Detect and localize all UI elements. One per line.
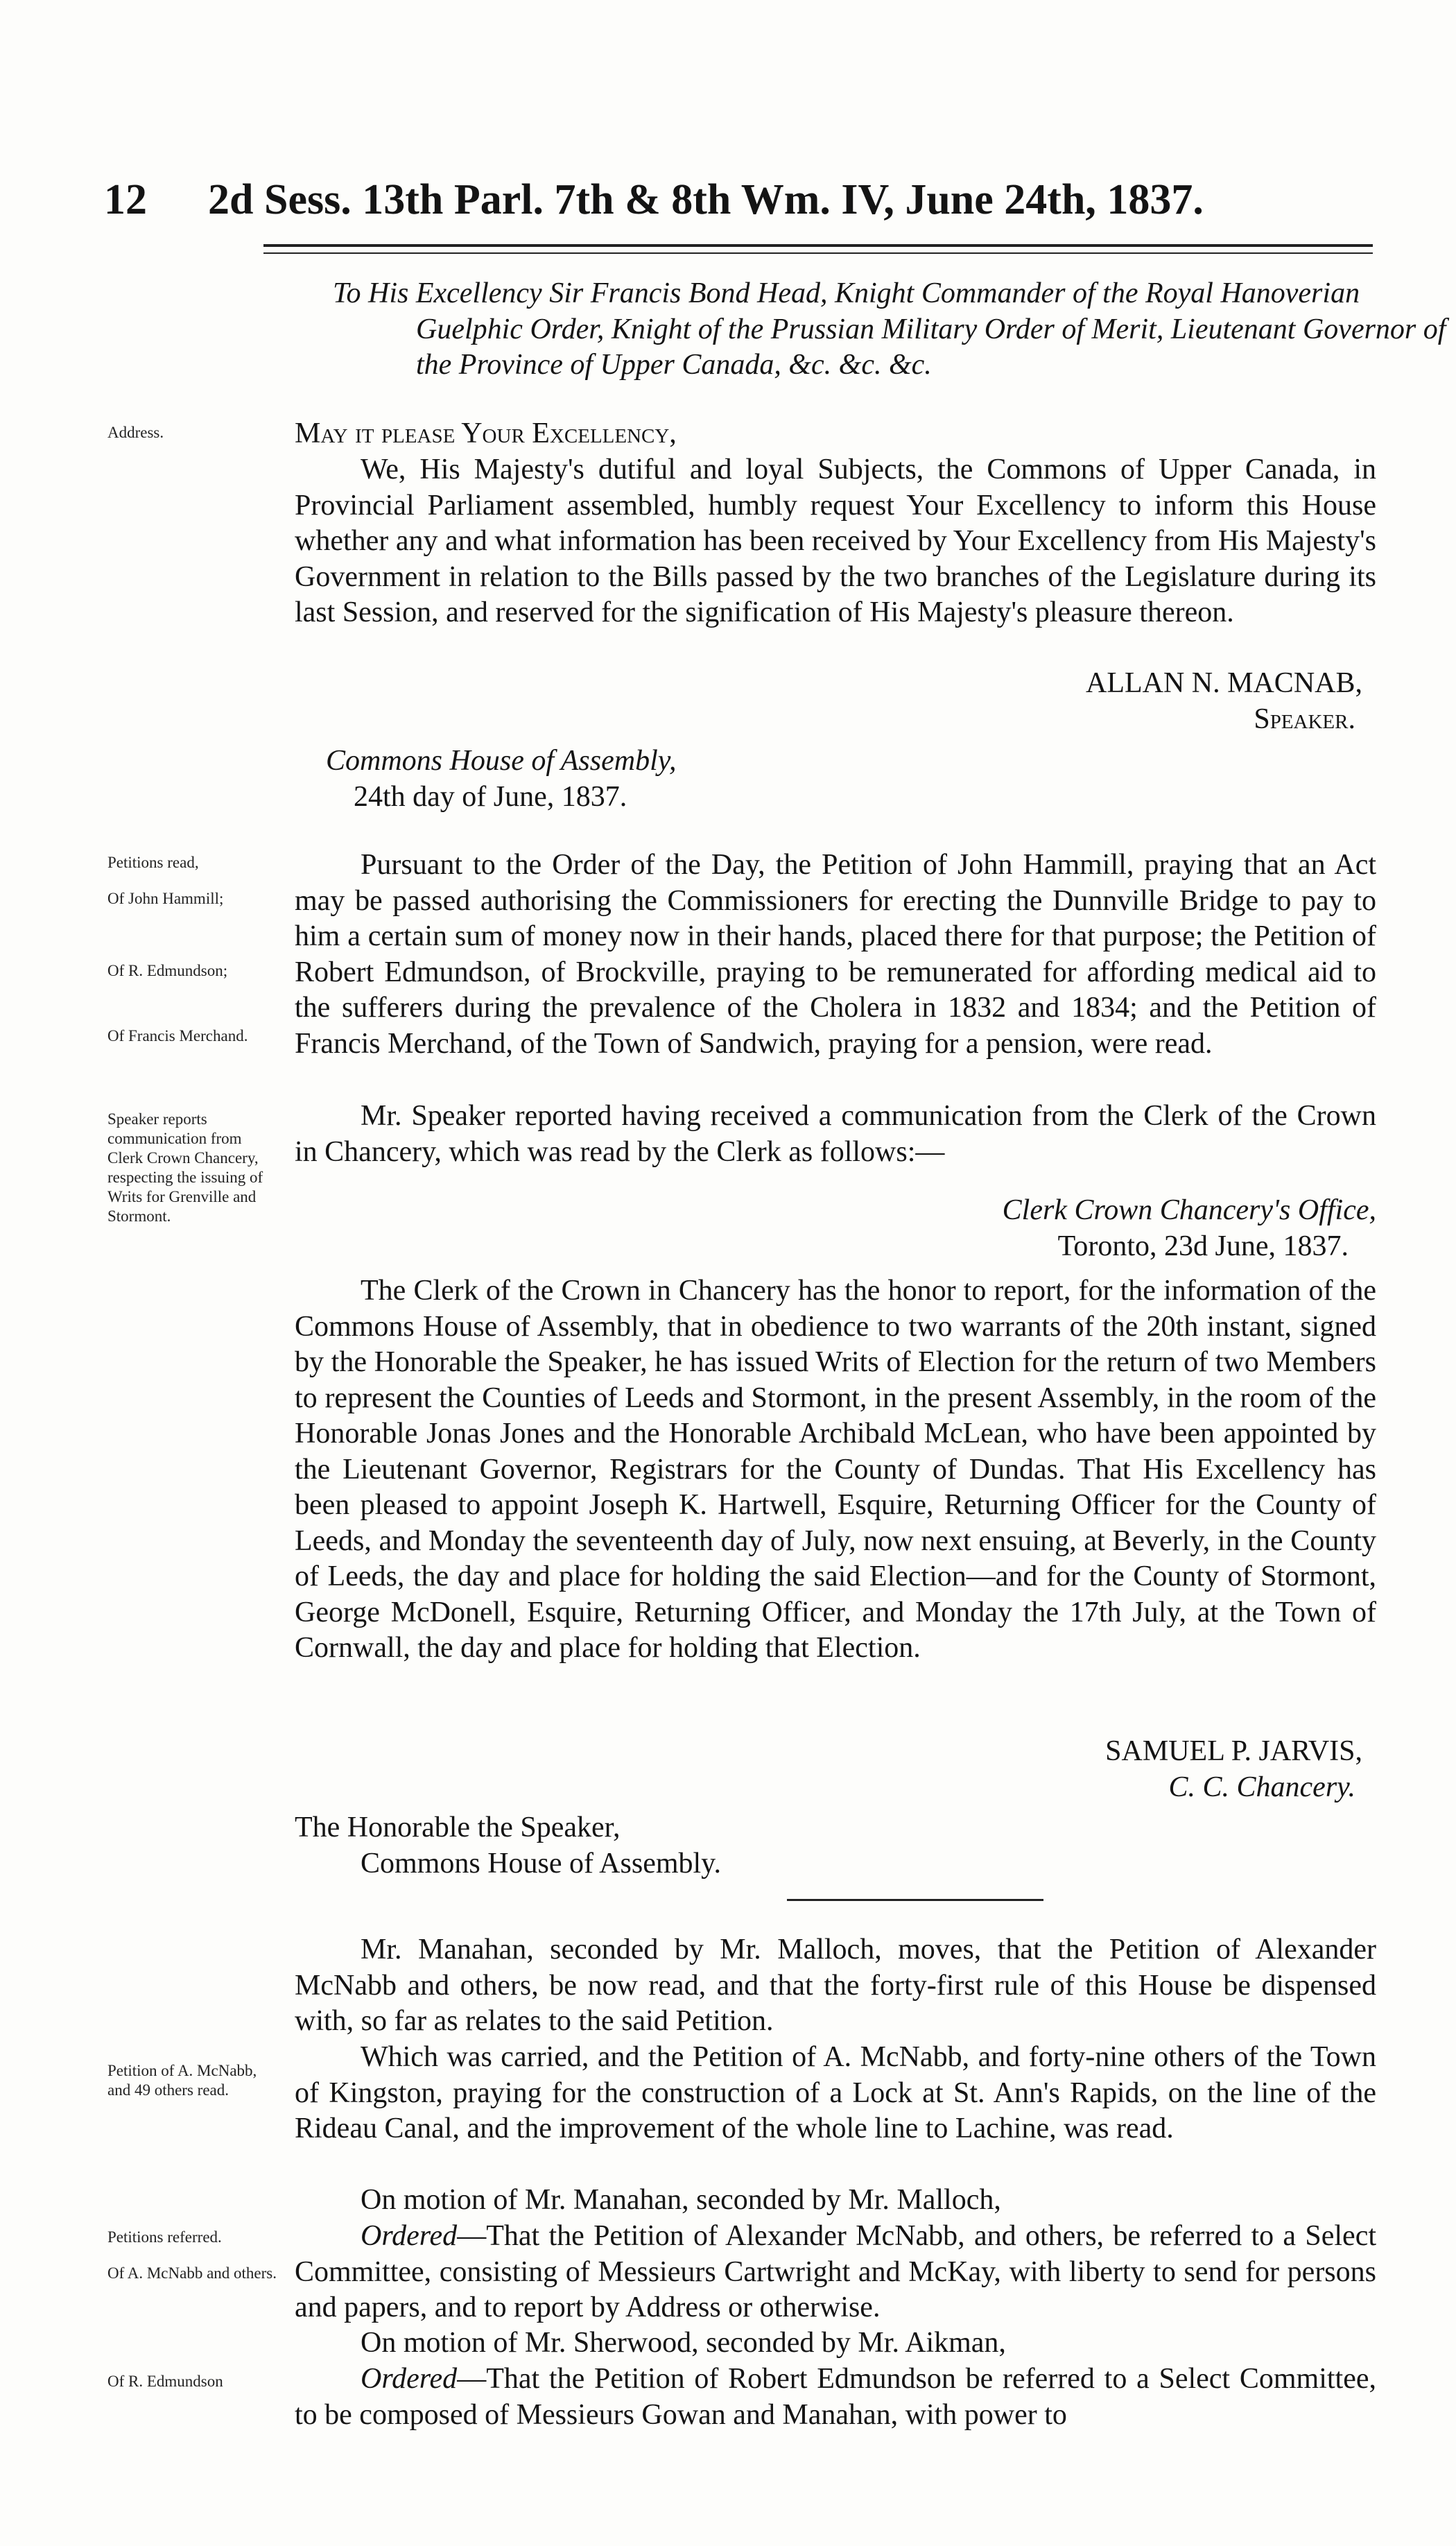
addressee-line-1: The Honorable the Speaker, [295, 1812, 621, 1843]
ordered-paragraph-1 [295, 2219, 1376, 2326]
address-signer-title: Speaker. [1254, 703, 1355, 735]
ordered-text-1: —That the Petition of Alexander McNabb, and others, be referred to a Select Committee, consisting of Messieurs Cartwright and McKay, with liberty to send for persons and papers, and to report by Address or otherwise. [295, 2220, 1376, 2323]
header-rule-thick [263, 244, 1373, 247]
clerk-title: C. C. Chancery. [1168, 1771, 1355, 1803]
address-dateline [326, 743, 811, 815]
margin-note-petitions-referred: Petitions referred. [107, 2228, 222, 2246]
petitions-paragraph: Pursuant to the Order of the Day, the Petition of John Hammill, praying that an Act may be passed authorising the Commissioners for erecting the Dunnville Bridge to pay to him a certain sum of money now in their hands, placed there for that purpose; the Petition of Robert Edmundson, of Brockville, praying to be remunerated for affording medical aid to the sufferers during the prevalence of the Cholera in 1832 and 1834; and the Petition of Francis Merchand, of the Town of Sandwich, praying for a pension, were read. [295, 849, 1376, 1060]
margin-note-speaker-reports: Speaker reports communication from Clerk Crown Chancery, respecting the issuing of Writs for Grenville and Stormont. [107, 1110, 263, 1225]
margin-note-edmundson: Of R. Edmundson; [107, 962, 228, 979]
ordered-paragraph-2 [295, 2362, 1376, 2433]
page-number: 12 [104, 176, 147, 223]
office-dateline [295, 1193, 1376, 1264]
report-addressee [295, 1810, 1376, 1882]
ordered-text-2: —That the Petition of Robert Edmundson be referred to a Select Committee, to be composed of Messieurs Gowan and Manahan, with power to [295, 2363, 1376, 2431]
header-rule-thin [263, 252, 1373, 254]
clerk-signer: SAMUEL P. JARVIS, [1105, 1735, 1362, 1767]
address-body: We, His Majesty's dutiful and loyal Subjects, the Commons of Upper Canada, in Provincial Parliament assembled, humbly request Your Excellency to inform this House whether any and what information has been received by Your Excellency from His Majesty's Government in relation to the Bills passed by the two branches of the Legislature during its last Session, and reserved for the signification of His Majesty's pleasure thereon. [295, 454, 1376, 628]
assembly-place: Commons House of Assembly, [326, 745, 677, 777]
margin-note-mcnabb-others: Of A. McNabb and others. [107, 2264, 277, 2282]
clerk-report: The Clerk of the Crown in Chancery has the honor to report, for the information of the Commons House of Assembly, that in obedience to two warrants of the 20th instant, signed by the Honorable the Speaker, he has issued Writs of Election for the return of two Members to represent the Counties of Leeds and Stormont, in the present Assembly, in the room of the Honorable Jonas Jones and the Honorable Archibald McLean, who have been appointed by the Lieutenant Governor, Registrars for the County of Dundas. That His Excellency has been pleased to appoint Joseph K. Hartwell, Esquire, Returning Officer for the County of Leeds, and Monday the seventeenth day of July, now next ensuing, at Beverly, in the County of Leeds, the day and place for holding the said Election—and for the County of Stormont, George McDonell, Esquire, Returning Officer, and Monday the 17th July, at the Town of Cornwall, the day and place for holding that Election. [295, 1275, 1376, 1664]
carried-paragraph: Which was carried, and the Petition of A. McNabb, and forty-nine others of the Town of Kingston, praying for the construction of a Lock at St. Ann's Rapids, on the line of the Rideau Canal, and the improvement of the whole line to Lachine, was read. [295, 2041, 1376, 2144]
manahan-motion: Mr. Manahan, seconded by Mr. Malloch, moves, that the Petition of Alexander McNabb and others, be now read, and that the forty-first rule of this House be dispensed with, so far as relates to the said Petition. [295, 1934, 1376, 2037]
header-title: 2d Sess. 13th Parl. 7th & 8th Wm. IV, June 24th, 1837. [208, 176, 1204, 223]
margin-note-merchand: Of Francis Merchand. [107, 1027, 248, 1044]
chancery-office: Clerk Crown Chancery's Office, [1002, 1194, 1376, 1226]
ordered-word-2: Ordered [361, 2363, 458, 2395]
address-recipient: To His Excellency Sir Francis Bond Head, Knight Commander of the Royal Hanoverian Guelphic Order, Knight of the Prussian Military Order of Merit, Lieutenant Governor of the Province of Upper Canada, &c. &c. &c. [333, 277, 1446, 381]
margin-note-mcnabb-petition: Petition of A. McNabb, and 49 others read. [107, 2062, 257, 2099]
address-signer: ALLAN N. MACNAB, [1086, 667, 1362, 699]
margin-note-petitions-read: Petitions read, [107, 854, 199, 871]
motion-manahan-malloch: On motion of Mr. Manahan, seconded by Mr. Malloch, [361, 2184, 1001, 2216]
margin-note-r-edmundson: Of R. Edmundson [107, 2373, 223, 2390]
margin-note-address: Address. [107, 424, 164, 441]
assembly-date: 24th day of June, 1837. [354, 780, 627, 813]
address-salutation: May it please Your Excellency, [295, 418, 677, 449]
ordered-word-1: Ordered [361, 2220, 458, 2252]
speaker-reported-paragraph: Mr. Speaker reported having received a communication from the Clerk of the Crown in Chancery, which was read by the Clerk as follows:— [295, 1100, 1376, 1168]
motion-sherwood-aikman: On motion of Mr. Sherwood, seconded by Mr. Aikman, [361, 2327, 1006, 2359]
section-separator [787, 1899, 1043, 1901]
running-header [104, 172, 1373, 227]
margin-note-hammill: Of John Hammill; [107, 890, 224, 907]
addressee-line-2: Commons House of Assembly. [361, 1847, 721, 1880]
chancery-date: Toronto, 23d June, 1837. [1057, 1230, 1349, 1262]
